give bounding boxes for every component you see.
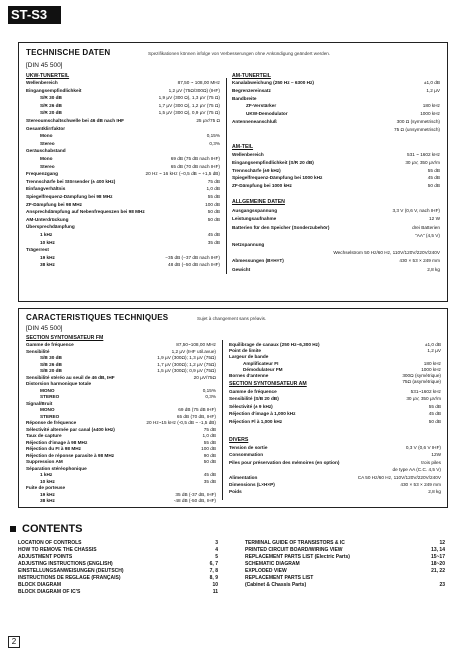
contents-item-title: ADJUSTMENT POINTS — [18, 554, 73, 560]
spec-label: Stereo — [40, 140, 55, 146]
contents-item-page: 4 — [215, 547, 218, 553]
spec-value: 87,50 ~ 108,00 MHz — [177, 80, 220, 85]
spec-value: Wechselstrom 50 Hz/60 Hz, 110V/120V/220V/240V — [333, 250, 440, 255]
spec-label: Wellenbereich — [26, 80, 58, 85]
spec-label: Sensibilité stéréo au seuil de 46 dB, IHF — [26, 374, 115, 380]
spec-label: Ansprechdämpfung auf Nebenfrequenzen bei 98 MHz — [26, 209, 145, 215]
contents-item-page: 21, 22 — [431, 568, 445, 574]
spec-value: 20 Hz~15 kHz (-0,5 dB ~ -1,5 dB) — [146, 420, 216, 425]
spec-label: Point de limite — [229, 348, 262, 354]
spec-value: 3,3 V (0,6 V, nach IHF) — [392, 208, 440, 213]
spec-value: CA 50 Hz/60 Hz, 110V/120V/220V/240V — [357, 474, 441, 480]
spec-label: Trennschärfe bei Störsender (± 400 kHz) — [26, 178, 116, 184]
french-column-divider — [222, 340, 223, 500]
spec-value: "AA" (4,5 V) — [415, 233, 440, 239]
spec-value: 50 dB — [203, 459, 216, 464]
spec-value: 2,8 kg — [427, 266, 440, 272]
spec-value: 50 dB — [207, 216, 220, 222]
spec-label: Wellenbereich — [232, 152, 264, 157]
contents-title-text: CONTENTS — [22, 523, 83, 535]
spec-label: Largeur de bande — [229, 354, 269, 360]
spec-label: S/B 30 dB — [40, 355, 62, 360]
spec-value: 69 dB (75 dB IHF) — [178, 407, 216, 412]
spec-label: STEREO — [40, 413, 60, 419]
spec-value: 20 Hz ~ 16 kHz (−0,5 dB ~ +1,5 dB) — [145, 171, 220, 177]
spec-value: 65 dB (70 dB nach IHF) — [170, 163, 220, 169]
spec-label: MONO — [40, 387, 55, 393]
contents-item-title: INSTRUCTIONS DE REGLAGE (FRANÇAIS) — [18, 575, 121, 581]
spec-value: 35 dB — [203, 478, 216, 484]
spec-label: Mono — [40, 133, 53, 139]
spec-value: 55 dB — [428, 403, 441, 409]
spec-label: Gesamtklirrfaktor — [26, 125, 66, 131]
spec-label: Kanalabweichung (250 Hz ~ 6300 Hz) — [232, 80, 314, 85]
german-title: TECHNISCHE DATEN — [26, 48, 111, 57]
spec-value: 180 kHz — [422, 103, 440, 109]
spec-value: 1,0 dB — [202, 433, 216, 438]
spec-value: 1,5 µV (300Ω); 0,9 µV (75Ω) — [157, 368, 216, 373]
spec-value: 300 Ω (symmetrisch) — [396, 119, 440, 124]
spec-label: Gamme de fréquence — [229, 389, 277, 394]
spec-label: 1 kHz — [40, 472, 53, 477]
spec-value: 1,2 µV — [426, 87, 440, 93]
spec-label: Leistungsaufnahme — [232, 216, 277, 222]
spec-label: S/B 26 dB — [40, 361, 62, 367]
spec-label: 10 kHz — [40, 239, 55, 245]
contents-item-title: ADJUSTING INSTRUCTIONS (ENGLISH) — [18, 561, 113, 567]
spec-label: 19 kHz — [40, 491, 55, 497]
spec-value: 50 dB — [427, 183, 440, 189]
spec-label: Sélectivité (± 9 kHz) — [229, 403, 273, 409]
spec-label: S/R 30 dB — [40, 95, 62, 101]
spec-label: Sensibilité (S/B 20 dB) — [229, 396, 279, 402]
spec-value: 531 ~ 1602 kHz — [407, 152, 440, 157]
spec-value: 48 dB (−50 dB nach IHF) — [168, 262, 220, 268]
spec-value: 100 dB — [201, 446, 216, 451]
spec-value: 531~1602 kHz — [410, 389, 441, 394]
spec-label: Frequenzgang — [26, 171, 59, 177]
spec-value: 1,7 µV (300Ω); 1,2 µV (75Ω) — [157, 361, 216, 367]
spec-label: Réjection du FI à 98 MHz — [26, 446, 81, 451]
spec-value: 0,15% — [202, 387, 216, 393]
spec-value: 430 × 53 × 249 mm — [399, 258, 440, 264]
spec-value: 45 dB — [427, 175, 440, 181]
contents-item-page: 8, 9 — [209, 575, 218, 581]
spec-value: 75 dB — [207, 178, 220, 184]
spec-value: 1,0 dB — [206, 186, 220, 192]
spec-value: 100 dB — [205, 201, 220, 207]
spec-label: Réjection d'image à 98 MHz — [26, 439, 88, 445]
spec-value: 35 dB (-37 dB, IHF) — [175, 491, 216, 497]
french-standard: [DIN 45 500] — [26, 325, 63, 332]
spec-value: 1,9 µV (300Ω); 1,3 µV (75Ω) — [157, 355, 216, 360]
spec-label: S/R 20 dB — [40, 110, 62, 116]
spec-value: 2,8 kg — [428, 489, 441, 495]
spec-label: Antenneneanschluß — [232, 119, 277, 124]
contents-item-title: REPLACEMENT PARTS LIST — [245, 575, 314, 581]
spec-value: 35 dB — [207, 239, 220, 245]
german-fm-title: UKW-TUNERTEIL — [26, 73, 70, 79]
spec-value: 55 dB — [207, 194, 220, 199]
spec-value: 0,3% — [209, 140, 220, 146]
spec-value: 50 dB — [207, 209, 220, 215]
french-am-title: SECTION SYNTONISATEUR AM — [229, 381, 307, 387]
german-column-divider — [226, 78, 227, 274]
french-fm-title: SECTION SYNTONISATEUR FM — [26, 335, 104, 341]
spec-label: MONO — [40, 407, 55, 412]
spec-value: 75 Ω (unsymmetrisch) — [394, 126, 440, 132]
spec-label: Übersprechdämpfung — [26, 224, 75, 230]
contents-title — [10, 523, 83, 535]
spec-label: 38 kHz — [40, 262, 55, 268]
spec-value: 0,3 V (0,6 V IHF) — [405, 445, 441, 450]
spec-value: 1000 kHz — [420, 111, 440, 117]
spec-label: Sélectivité alternée par canal (±400 kHz) — [26, 426, 115, 432]
spec-label: Bandbreite — [232, 95, 257, 101]
spec-value: 87,50~108,00 MHz — [176, 342, 216, 347]
spec-value: 30 µV, 350 µV/m — [405, 159, 440, 165]
spec-value: 45 dB — [428, 411, 441, 417]
spec-label: Netzspannung — [232, 241, 265, 247]
spec-label: Spiegelfrequenz-Dämpfung bei 1000 kHz — [232, 175, 323, 181]
spec-value: 30 µV, 350 µV/m — [406, 396, 441, 402]
spec-value: 25 µV/75 Ω — [196, 118, 220, 123]
contents-item-page: 11 — [212, 589, 218, 595]
spec-value: 12W — [431, 452, 441, 458]
contents-item-page: 23 — [439, 582, 445, 588]
spec-value: 180 kHz — [423, 360, 441, 366]
spec-value: 20 µV/75Ω — [193, 374, 216, 380]
spec-label: Sensibilité — [26, 348, 50, 354]
spec-value: 1,2 µV (75Ω/300Ω) (IHF) — [168, 87, 220, 93]
spec-label: Fuite de porteuse — [26, 485, 66, 490]
spec-label: Suppression AM — [26, 459, 63, 464]
spec-label: Gewicht — [232, 266, 251, 272]
spec-label: Poids — [229, 489, 242, 495]
spec-label: Séparation stéréophonique — [26, 465, 87, 471]
spec-label: Eingangsempfindlichkeit — [26, 87, 82, 93]
spec-label: Stereoumschaltschwelle bei 46 dB nach IHF — [26, 118, 124, 123]
french-misc-title: DIVERS — [229, 437, 249, 443]
spec-label: Equilibrage de canaux (250 Hz~6,300 Hz) — [229, 342, 320, 347]
spec-label: Démodulateur FM — [243, 366, 283, 372]
contents-item-title: BLOCK DIAGRAM OF IC'S — [18, 589, 81, 595]
spec-label: Distorsion harmonique totale — [26, 381, 92, 386]
spec-value: 65 dB (70 dB, IHF) — [176, 413, 216, 419]
spec-value: 1,5 µV (300 Ω), 0,9 µV (75 Ω) — [158, 110, 220, 116]
spec-value: 1000 kHz — [421, 366, 441, 372]
spec-label: Trennschärfe (±9 kHz) — [232, 167, 281, 173]
spec-value: 1,2 µV (IHF util.avue) — [171, 348, 216, 354]
spec-value: ±1,0 dB — [424, 342, 441, 347]
contents-item-title: EINSTELLUNGSANWEISUNGEN (DEUTSCH) — [18, 568, 124, 574]
spec-label: ZF-Dämpfung bei 1000 kHz — [232, 183, 292, 189]
spec-label: Mono — [40, 156, 53, 161]
spec-label: 19 kHz — [40, 254, 55, 260]
spec-value: 55 dB — [203, 439, 216, 445]
spec-value: -48 dB (-50 dB, IHF) — [173, 498, 216, 503]
french-title: CARACTERISTIQUES TECHNIQUES — [26, 313, 169, 322]
spec-label: 38 kHz — [40, 498, 55, 503]
spec-label: Alimentation — [229, 474, 258, 480]
french-note: Sujet à changement sans préavis. — [197, 316, 267, 321]
contents-item-title: REPLACEMENT PARTS LIST (Electric Parts) — [245, 554, 350, 560]
contents-item-page: 10 — [212, 582, 218, 588]
spec-label: UKW-Demodulator — [246, 111, 288, 117]
spec-label: Piles pour préservation des mémoires (en option) — [229, 459, 340, 465]
german-standard: [DIN 45 500] — [26, 62, 63, 69]
spec-value: 75 dB — [203, 426, 216, 432]
spec-label: Geräuschabstand — [26, 148, 66, 154]
german-am-tuner-title: AM-TUNERTEIL — [232, 73, 271, 79]
spec-label: Stereo — [40, 163, 55, 169]
contents-item-page: 18~20 — [430, 561, 445, 567]
spec-value: de type AA (C.C. 4,5 V) — [392, 467, 441, 473]
spec-value: 55 dB — [427, 167, 440, 173]
spec-label: ZF-Verstärker — [246, 103, 277, 109]
spec-value: 0,3% — [205, 394, 216, 399]
model-badge: ST-S3 — [8, 6, 61, 24]
contents-item-page: 3 — [215, 540, 218, 546]
spec-value: 1,7 µV (300 Ω), 1,2 µV (75 Ω) — [158, 102, 220, 108]
spec-value: 12 W — [429, 216, 440, 222]
spec-label: Abmessungen (B×H×T) — [232, 258, 284, 264]
spec-label: Eingangsempfindlichkeit (S/R 20 dB) — [232, 159, 314, 165]
spec-label: Amplificateur FI — [243, 360, 279, 366]
spec-label: Taux de capture — [26, 433, 62, 438]
spec-label: ZF-Dämpfung bei 98 MHz — [26, 201, 82, 207]
spec-value: 45 dB — [203, 472, 216, 477]
spec-value: 1,2 µV — [427, 348, 441, 354]
spec-label: Batterien für den Speicher (Sonderzubehör) — [232, 224, 330, 230]
spec-label: Tension de sortie — [229, 445, 268, 450]
contents-item-title: PRINTED CIRCUIT BOARD/WIRING VIEW — [245, 547, 343, 553]
spec-value: 90 dB — [203, 452, 216, 458]
spec-value: drei Batterien — [412, 224, 440, 230]
contents-item-page: 13, 14 — [431, 547, 445, 553]
contents-item-title: (Cabinet & Chassis Parts) — [245, 582, 307, 588]
spec-value: 1,9 µV (300 Ω), 1,3 µV (75 Ω) — [158, 95, 220, 101]
spec-value: 69 dB (75 dB nach IHF) — [170, 156, 220, 161]
contents-item-title: EXPLODED VIEW — [245, 568, 287, 574]
contents-item-title: BLOCK DIAGRAM — [18, 582, 62, 588]
spec-label: Einfangverhältnis — [26, 186, 66, 192]
spec-value: 50 dB — [428, 418, 441, 424]
spec-label: Spiegelfrequenz-Dämpfung bei 98 MHz — [26, 194, 113, 199]
contents-item-page: 6, 7 — [209, 561, 218, 567]
spec-label: 10 kHz — [40, 478, 55, 484]
spec-label: Trägerrest — [26, 247, 49, 253]
spec-label: Begrenzereinsatz — [232, 87, 271, 93]
page-number: 2 — [8, 636, 20, 648]
spec-label: AM-Unterdrückung — [26, 216, 69, 222]
contents-item-title: LOCATION OF CONTROLS — [18, 540, 82, 546]
spec-value: ±1,0 dB — [423, 80, 440, 85]
contents-item-title: SCHEMATIC DIAGRAM — [245, 561, 300, 567]
spec-value: 0,15% — [206, 133, 220, 139]
spec-label: Dimensions (L×H×P) — [229, 482, 275, 487]
contents-item-page: 15~17 — [430, 554, 445, 560]
bullet-square-icon — [10, 526, 16, 532]
spec-label: Réponse de fréquence — [26, 420, 77, 425]
spec-label: S/R 26 dB — [40, 102, 62, 108]
german-am-title: AM-TEIL — [232, 144, 254, 150]
spec-label: Réjection Fl à 1,000 kHz — [229, 418, 283, 424]
spec-label: Bornes d'antenne — [229, 373, 269, 378]
spec-value: trois piles — [421, 459, 441, 465]
spec-label: Réjection d'image à 1,000 kHz — [229, 411, 296, 417]
contents-item-title: HOW TO REMOVE THE CHASSIS — [18, 547, 97, 553]
spec-label: Signal/Bruit — [26, 400, 53, 406]
german-general-title: ALLGEMEINE DATEN — [232, 199, 285, 205]
spec-label: Consommation — [229, 452, 264, 458]
spec-value: 45 dB — [207, 232, 220, 237]
spec-label: STEREO — [40, 394, 60, 399]
spec-value: 300Ω (symétrique) — [402, 373, 441, 378]
spec-label: S/B 20 dB — [40, 368, 62, 373]
spec-label: 1 kHz — [40, 232, 53, 237]
spec-label: Ausgangsspannung — [232, 208, 278, 213]
spec-value: −35 dB (−37 dB nach IHF) — [165, 254, 220, 260]
spec-label: Gamme de fréquence — [26, 342, 74, 347]
spec-value: 430 × 53 × 249 mm — [400, 482, 441, 487]
contents-item-page: 7, 8 — [209, 568, 218, 574]
german-note: Spezifikationen können infolge von Verbesserungen ohne Ankündigung geändert werden. — [148, 51, 331, 56]
spec-label: Réjection de réponse parasite à 98 MHz — [26, 452, 115, 458]
spec-value: 75Ω (asymétrique) — [402, 379, 441, 385]
contents-item-page: 5 — [215, 554, 218, 560]
contents-item-page: 12 — [439, 540, 445, 546]
contents-item-title: TERMINAL GUIDE OF TRANSISTORS & IC — [245, 540, 345, 546]
